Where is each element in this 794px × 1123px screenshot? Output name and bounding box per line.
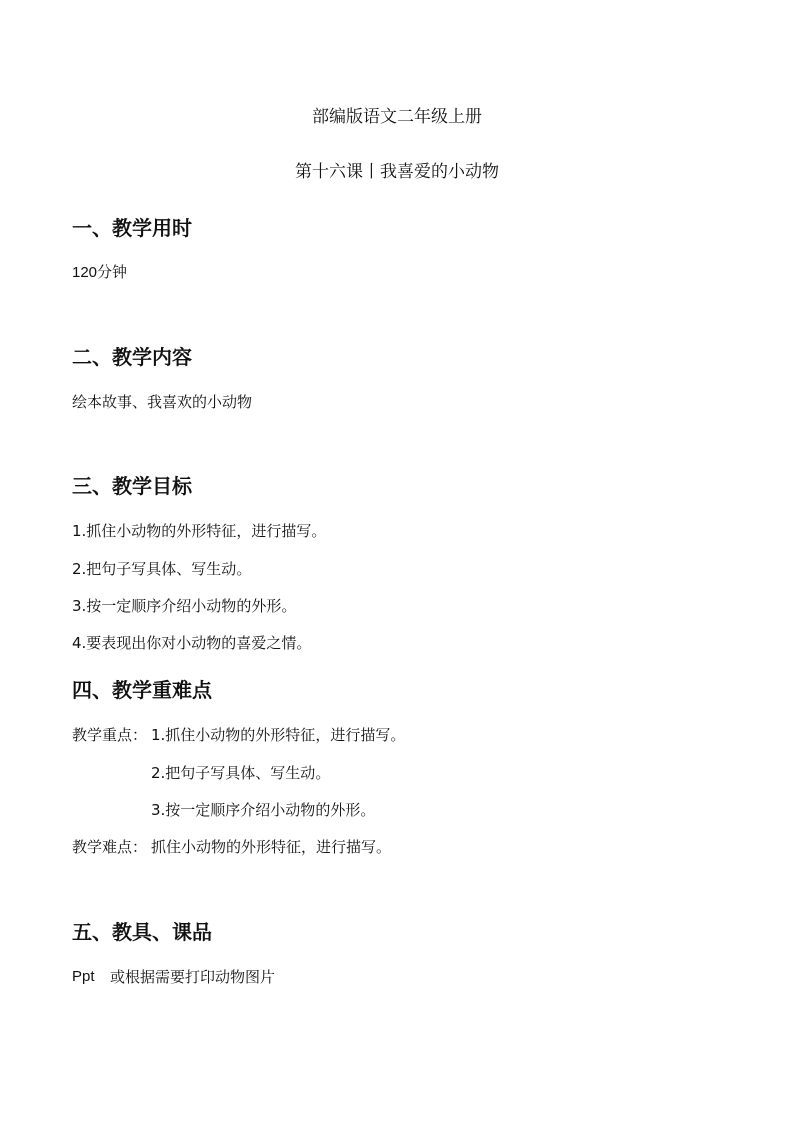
goal-item: 2.把句子写具体、写生动。: [72, 560, 252, 578]
section-heading-key-points: 四、教学重难点: [72, 678, 212, 702]
section-heading-time: 一、教学用时: [72, 216, 192, 240]
difficulty-text: 抓住小动物的外形特征，进行描写。: [151, 838, 392, 856]
lesson-title: 第十六课丨我喜爱的小动物: [295, 162, 499, 182]
book-title: 部编版语文二年级上册: [312, 107, 482, 127]
section-heading-goals: 三、教学目标: [72, 474, 192, 498]
materials-prefix: Ppt: [72, 968, 95, 985]
section-heading-materials: 五、教具、课品: [72, 920, 212, 944]
section-time-content: 120分钟: [72, 264, 128, 281]
goal-item: 4.要表现出你对小动物的喜爱之情。: [72, 634, 312, 652]
focus-item: 2.把句子写具体、写生动。: [151, 764, 331, 782]
focus-label: 教学重点：: [72, 726, 148, 744]
section-content-text: 绘本故事、我喜欢的小动物: [72, 393, 253, 411]
goal-item: 3.按一定顺序介绍小动物的外形。: [72, 597, 297, 615]
focus-item: 1.抓住小动物的外形特征，进行描写。: [151, 726, 406, 744]
goal-item: 1.抓住小动物的外形特征，进行描写。: [72, 522, 327, 540]
focus-item: 3.按一定顺序介绍小动物的外形。: [151, 801, 376, 819]
materials-content: 或根据需要打印动物图片: [110, 968, 276, 986]
section-heading-content: 二、教学内容: [72, 345, 192, 369]
difficulty-label: 教学难点：: [72, 838, 148, 856]
